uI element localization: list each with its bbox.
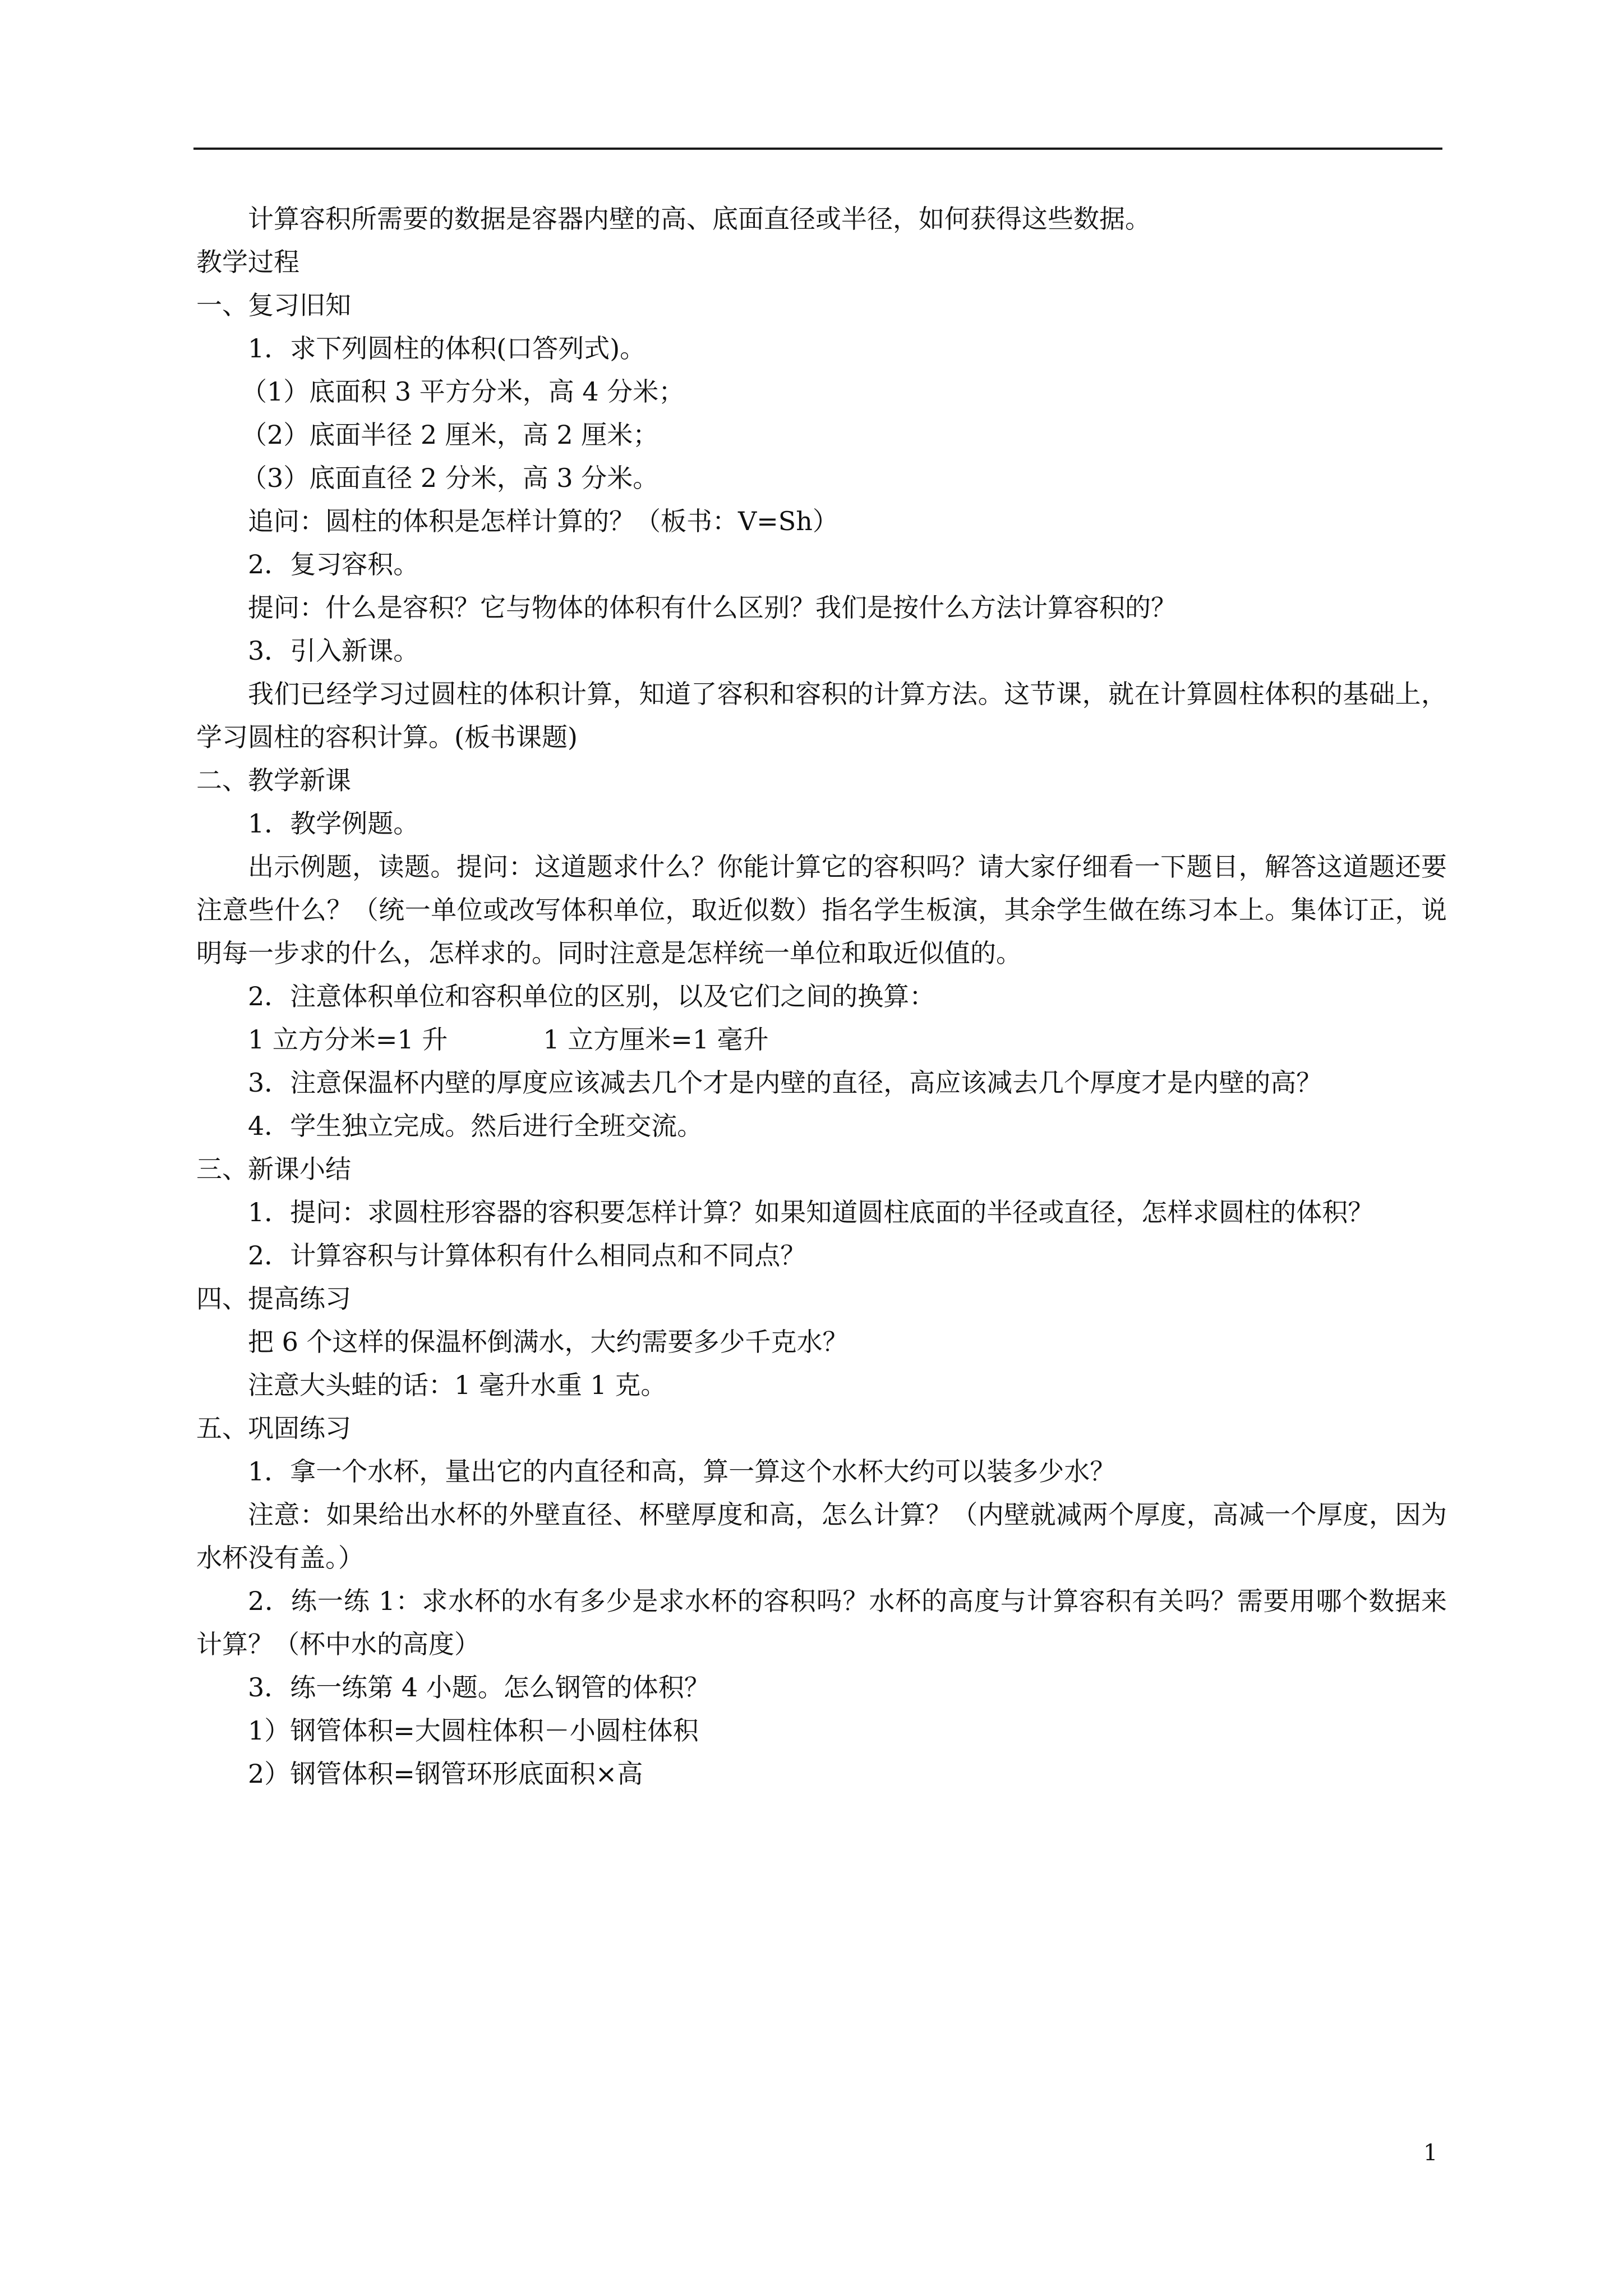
steel-pipe-method-1: 1）钢管体积=大圆柱体积－小圆柱体积 — [248, 1715, 699, 1746]
steel-pipe-method-2: 2）钢管体积=钢管环形底面积×高 — [248, 1759, 643, 1789]
unit-conversion-line — [196, 1018, 1447, 1061]
review-subitem-2: （2）底面半径 2 厘米，高 2 厘米； — [241, 420, 659, 450]
new-lesson-item-3: 3．注意保温杯内壁的厚度应该减去几个才是内壁的直径，高应该减去几个厚度才是内壁的高？ — [248, 1068, 1322, 1098]
section-heading-review: 一、复习旧知 — [196, 290, 351, 320]
review-subitem-3: （3）底面直径 2 分米，高 3 分米。 — [241, 463, 659, 493]
conversion-liter: 1 立方分米=1 升 — [248, 1024, 448, 1055]
section-heading-summary: 三、新课小结 — [196, 1154, 351, 1184]
advanced-practice-note: 注意大头蛙的话：1 毫升水重 1 克。 — [248, 1370, 667, 1400]
follow-up-question: 追问：圆柱的体积是怎样计算的？（板书：V=Sh） — [248, 506, 838, 536]
new-lesson-item-1: 1．教学例题。 — [248, 808, 419, 839]
consolidation-item-1: 1．拿一个水杯，量出它的内直径和高，算一算这个水杯大约可以装多少水？ — [248, 1456, 1116, 1487]
document-body — [196, 197, 1447, 1796]
advanced-practice-question: 把 6 个这样的保温杯倒满水，大约需要多少千克水？ — [248, 1327, 849, 1357]
review-item-1: 1．求下列圆柱的体积(口答列式)。 — [248, 333, 646, 364]
intro-new-lesson-paragraph: 我们已经学习过圆柱的体积计算，知道了容积和容积的计算方法。这节课，就在计算圆柱体积的基础上，学习圆柱的容积计算。(板书课题) — [196, 679, 1447, 752]
section-heading-advanced-practice: 四、提高练习 — [196, 1283, 351, 1314]
page-number: 1 — [1423, 2140, 1438, 2166]
consolidation-item-3: 3．练一练第 4 小题。怎么钢管的体积？ — [248, 1672, 710, 1703]
new-lesson-item-2: 2．注意体积单位和容积单位的区别，以及它们之间的换算： — [248, 981, 935, 1011]
consolidation-item-2: 2．练一练 1：求水杯的水有多少是求水杯的容积吗？水杯的高度与计算容积有关吗？需要用哪个数据来计算？（杯中水的高度） — [196, 1586, 1447, 1659]
conversion-milliliter: 1 立方厘米=1 毫升 — [543, 1024, 769, 1055]
section-heading-teaching-process: 教学过程 — [196, 247, 299, 277]
consolidation-note: 注意：如果给出水杯的外壁直径、杯壁厚度和高，怎么计算？（内壁就减两个厚度，高减一个厚度，因为水杯没有盖。） — [196, 1499, 1447, 1573]
summary-item-2: 2．计算容积与计算体积有什么相同点和不同点？ — [248, 1240, 806, 1271]
summary-item-1: 1．提问：求圆柱形容器的容积要怎样计算？如果知道圆柱底面的半径或直径，怎样求圆柱的体积？ — [248, 1197, 1374, 1227]
review-question: 提问：什么是容积？它与物体的体积有什么区别？我们是按什么方法计算容积的？ — [248, 592, 1177, 623]
intro-paragraph: 计算容积所需要的数据是容器内壁的高、底面直径或半径，如何获得这些数据。 — [248, 204, 1151, 234]
review-item-2: 2．复习容积。 — [248, 549, 419, 579]
example-paragraph: 出示例题，读题。提问：这道题求什么？你能计算它的容积吗？请大家仔细看一下题目，解答这道题还要注意些什么？（统一单位或改写体积单位，取近似数）指名学生板演，其余学生做在练习本上。集体订正，说明每一步求的什么，怎样求的。同时注意是怎样统一单位和取近似值的。 — [196, 852, 1447, 968]
section-heading-new-lesson: 二、教学新课 — [196, 765, 351, 795]
header-rule — [193, 148, 1442, 150]
review-subitem-1: （1）底面积 3 平方分米，高 4 分米； — [241, 376, 685, 407]
review-item-3: 3．引入新课。 — [248, 636, 419, 666]
section-heading-consolidation: 五、巩固练习 — [196, 1413, 351, 1443]
new-lesson-item-4: 4．学生独立完成。然后进行全班交流。 — [248, 1111, 703, 1141]
